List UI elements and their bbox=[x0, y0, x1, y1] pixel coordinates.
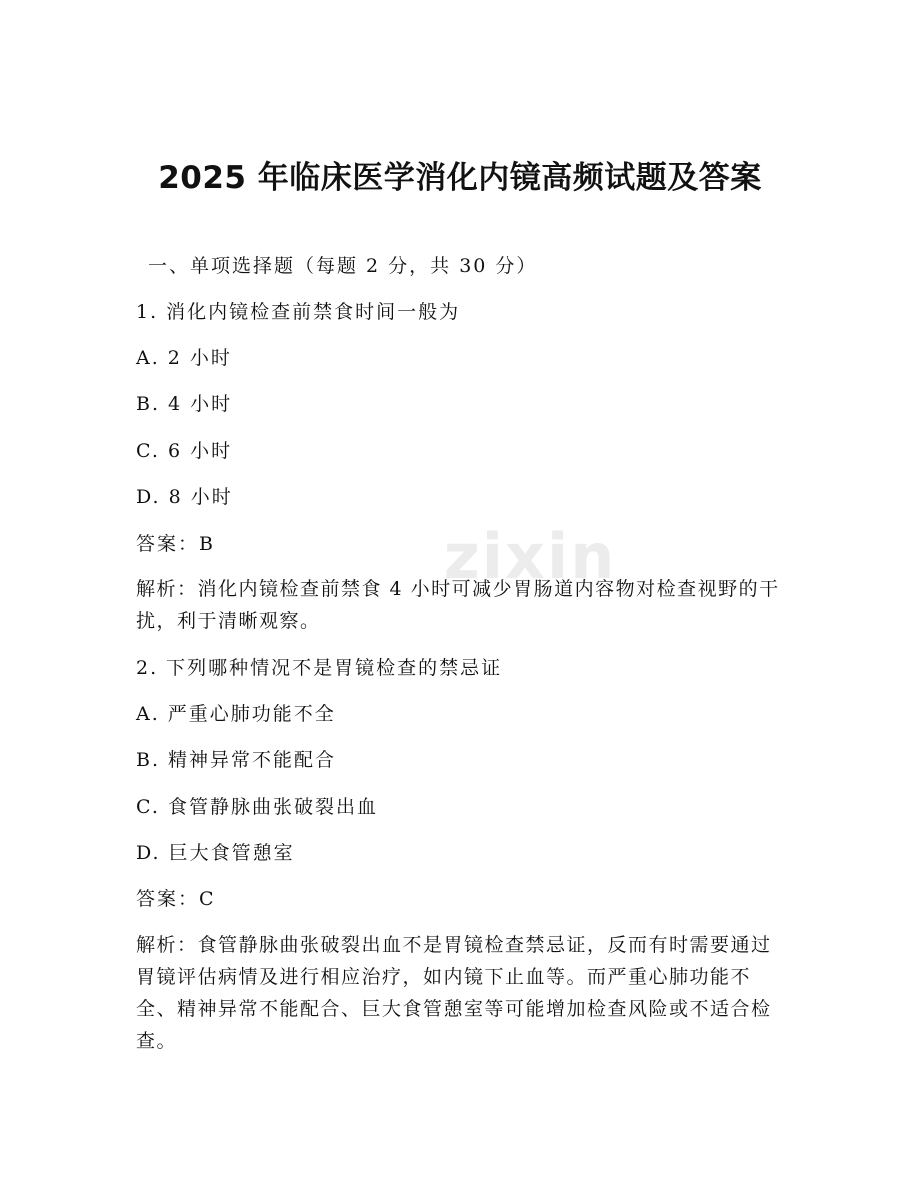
document-title: 2025 年临床医学消化内镜高频试题及答案 bbox=[158, 160, 762, 196]
question-2-explanation: 解析：食管静脉曲张破裂出血不是胃镜检查禁忌证，反而有时需要通过胃镜评估病情及进行相应治疗，如内镜下止血等。而严重心肺功能不全、精神异常不能配合、巨大食管憩室等可能增加检查风险或不适合检查。 bbox=[136, 934, 772, 1052]
question-1-option-c: C. 6 小时 bbox=[136, 440, 233, 462]
question-2-option-c: C. 食管静脉曲张破裂出血 bbox=[136, 796, 378, 818]
question-1-option-a: A. 2 小时 bbox=[136, 347, 232, 369]
question-1-stem: 1. 消化内镜检查前禁食时间一般为 bbox=[136, 301, 461, 323]
watermark: zixin bbox=[443, 520, 617, 593]
question-2-option-b: B. 精神异常不能配合 bbox=[136, 749, 337, 771]
question-2-option-d: D. 巨大食管憩室 bbox=[136, 842, 295, 864]
question-1-explanation: 解析：消化内镜检查前禁食 4 小时可减少胃肠道内容物对检查视野的干扰，利于清晰观察。 bbox=[136, 578, 780, 632]
question-2-answer: 答案：C bbox=[136, 888, 216, 910]
question-2-stem: 2. 下列哪种情况不是胃镜检查的禁忌证 bbox=[136, 657, 503, 679]
question-1-answer: 答案：B bbox=[136, 533, 215, 555]
question-1-option-b: B. 4 小时 bbox=[136, 393, 233, 415]
question-2-option-a: A. 严重心肺功能不全 bbox=[136, 703, 336, 725]
question-1-option-d: D. 8 小时 bbox=[136, 486, 233, 508]
section-heading: 一、单项选择题（每题 2 分，共 30 分） bbox=[148, 255, 538, 277]
